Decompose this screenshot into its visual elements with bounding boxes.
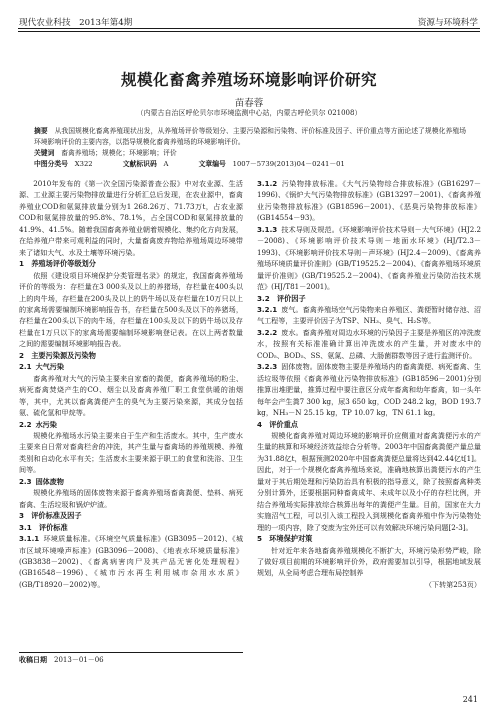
classification-line bbox=[34, 159, 466, 170]
abstract-text: 从我国规模化畜禽养殖现状出发，从养殖场评价等级划分、主要污染源和污染物、评价标准及因子、评价重点等方面论述了规模化养殖场环境影响评价的主要内容，以指导规模化畜禽养殖场的环境影响评价。 bbox=[34, 127, 467, 146]
subsection-3-1-1 bbox=[19, 533, 243, 590]
header-rule-thin bbox=[18, 31, 480, 32]
doc-code-label: 文献标识码 bbox=[122, 160, 157, 168]
left-column bbox=[19, 178, 243, 590]
intro-paragraph: 2010年发布的《第一次全国污染源普查公报》中对农业源、生活源、工业源主要污染物排放量进行分析汇总后发现，在农业源中，畜禽养殖业COD和氨氮排放量分别为1 268.26万、71.73万t，占农业源COD和氨氮排放量的95.8%、78.1%，占全国COD和氨氮排放量的41.9%、41.5%。随着我国畜禽养殖业朝着规模化、集约化方向发展，在给养殖户带来可观利益的同时，大量畜禽废弃物给养殖场周边环境带来了诸如大气、水及土壤等环境污染。 bbox=[19, 179, 243, 257]
received-label: 收稿日期 bbox=[19, 656, 47, 664]
subsection-title: 技术导则及规范。 bbox=[281, 224, 339, 234]
section-1-text: 依照《建设项目环境保护分类管理名录》的规定，我国畜禽养殖场评价的等级为：存栏量在3 000头及以上的养猪场，存栏量在400头以上的肉牛场，存栏量在200头及以上的奶牛场以及存栏量在10万只以上的家禽场需要编制环境影响报告书，存栏量在500头及以下的养猪场，存栏量在200头以下的肉牛场，存栏量在100头及以下的奶牛场以及存栏量在1万只以下的家禽场需要编制环境影响登记表。在以上两者数量之间的需要编制环境影响报告表。 bbox=[19, 270, 243, 349]
subsection-title: 污染物排放标准。 bbox=[281, 179, 343, 188]
article-title: 规模化畜禽养殖场环境影响评价研究 bbox=[120, 70, 377, 89]
subsection-title: 固体废物。 bbox=[281, 362, 317, 372]
clc-value: X322 bbox=[74, 160, 93, 168]
doc-code-value: A bbox=[163, 160, 169, 168]
section-1-heading: 1 养殖场评价等级划分 bbox=[19, 259, 96, 269]
subsection-3-2-heading: 3.2 评价因子 bbox=[257, 293, 306, 303]
subsection-2-2-text: 规模化养殖场水污染主要来自于生产和生活废水。其中，生产废水主要来自日常对畜禽栏舍的冲洗，其产生量与畜禽场的养殖规模、养殖类别和自动化水平有关；生活废水主要来源于职工的食堂和洗浴、卫生间等。 bbox=[19, 430, 243, 475]
journal-header: 现代农业科技 2013年第4期 bbox=[19, 18, 133, 28]
article-no-label: 文章编号 bbox=[198, 160, 226, 168]
section-4-heading: 4 评价重点 bbox=[257, 419, 298, 429]
subsection-number: 3.2.3 bbox=[257, 362, 278, 372]
subsection-2-1-text: 畜禽养殖对大气的污染主要来自家畜的粪便，畜禽养殖场的粉尘、病死畜禽焚烧产生的CO、烟尘以及畜禽养殖厂职工食堂供暖的油烟等，其中，尤其以畜禽粪便产生的臭气为主要污染来源，其成分包括氨、硫化氢和甲烷等。 bbox=[19, 373, 243, 418]
right-column bbox=[257, 178, 481, 590]
subsection-number: 3.2.2 bbox=[257, 327, 278, 337]
section-3-heading: 3 评价标准及因子 bbox=[19, 511, 82, 521]
subsection-title: 水污染 bbox=[35, 419, 57, 429]
keywords-label: 关键词 bbox=[34, 149, 55, 157]
subsection-number: 3.1.3 bbox=[257, 224, 278, 234]
subsection-number: 2.3 bbox=[19, 476, 32, 486]
header-rule bbox=[18, 28, 480, 29]
received-date bbox=[19, 655, 104, 665]
affiliation: （内蒙古自治区呼伦贝尔市环境监测中心站，内蒙古呼伦贝尔 021008） bbox=[136, 109, 362, 117]
subsection-number: 2.2 bbox=[19, 419, 32, 429]
subsection-text: 《环境空气质量标准》(GB3095－2012)、《城市区域环境噪声标准》(GB3096－2008)、《地表水环境质量标准》(GB3838－2002)、《畜禽病害肉尸及其产品无害化处理规程》(GB16548－1996)、《城市污水再生利用城市杂用水水质》(GB/T18920－2002)等。 bbox=[19, 534, 244, 589]
section-5-text: 针对近年来各地畜禽养殖规模化不断扩大，环境污染形势严峻，除了做好项目前期的环境影响评价外，政府需要加以引导，根据地域发展规划，从全局考虑合理布局控制养 bbox=[257, 545, 481, 578]
subsection-title: 废水。 bbox=[281, 327, 303, 337]
subsection-2-3-text: 规模化养殖场的固体废物来源于畜禽养殖场畜禽粪便、垫料、病死畜禽、生活垃圾和锅炉炉渣。 bbox=[19, 488, 243, 509]
subsection-3-1-3 bbox=[257, 224, 481, 293]
abstract bbox=[34, 126, 466, 148]
subsection-title: 大气污染 bbox=[35, 362, 64, 372]
subsection-number: 3.1.1 bbox=[19, 534, 40, 544]
footnote-rule bbox=[19, 652, 243, 653]
author: 苗春蓉 bbox=[234, 98, 264, 109]
subsection-3-1-heading: 3.1 评价标准 bbox=[19, 522, 68, 532]
subsection-3-2-2 bbox=[257, 327, 481, 361]
clc-label: 中图分类号 bbox=[34, 160, 68, 168]
section-header: 资源与环境科学 bbox=[417, 18, 478, 28]
abstract-label: 摘要 bbox=[34, 127, 48, 135]
subsection-2-2 bbox=[19, 419, 243, 430]
keywords bbox=[34, 148, 466, 159]
subsection-2-3 bbox=[19, 476, 243, 487]
subsection-2-1 bbox=[19, 361, 243, 372]
subsection-title: 环境质量标准。 bbox=[43, 534, 95, 544]
subsection-3-2-3 bbox=[257, 361, 481, 418]
continued-note: （下转第253页） bbox=[424, 579, 481, 589]
subsection-number: 2.1 bbox=[19, 362, 32, 372]
subsection-title: 固体废物 bbox=[35, 476, 64, 486]
section-4-text: 规模化畜禽养殖对周边环境的影响评价应侧重对畜禽粪便污水的产生量的核算和环境经济效益综合分析等。2003年中国畜禽粪便产量总量为31.88亿t，根据预测2020年中国畜禽粪便总量将达到42.44亿t[1]。因此，对于一个规模化畜禽养殖场来说，准确地核算出粪便污水的产生量对于其后期处理和污染防治具有积极的指导意义，除了按照畜禽种类分别计算外，还要根据同种畜禽成年、未成年以及小仔的存栏比例，并结合养殖场实际排放综合核算出每年的粪便产生量。目前，国家在大力实施沼气工程，可以引入该工程投入到规模化畜禽养殖中作为污染物处理的一项内容，除了变废为宝外还可以有效解决环境污染问题[2-3]。 bbox=[257, 430, 481, 532]
section-5-heading: 5 环境保护对策 bbox=[257, 534, 313, 544]
subsection-text: 固体废物主要是养殖场内的畜禽粪便、病死畜禽、生活垃圾等依照《畜禽养殖业污染物排放标准》(GB18596－2001)分别推算出堆肥量，推算过程中要注意区分成年畜禽和幼年畜禽，如一头年每年会产生粪7 300 kg，尿3 650 kg，COD 248.2 kg，BOD 193.7 kg，NH₃－N 25.15 kg，TP 10.07 kg，TN 61.1 kg。 bbox=[257, 362, 482, 418]
subsection-text: 畜禽养殖场空气污染物来自养殖区、粪便暂时储存池、沼气工程等，主要评价因子为TSP、NH₃、臭气、H₂S等。 bbox=[257, 304, 482, 326]
article-no-value: 1007－5739(2013)04－0241－01 bbox=[232, 160, 345, 168]
subsection-3-1-2 bbox=[257, 178, 481, 224]
subsection-3-2-1 bbox=[257, 304, 481, 327]
subsection-number: 3.2.1 bbox=[257, 304, 278, 314]
keywords-text: 畜禽养殖场；规模化；环境影响；评价 bbox=[61, 149, 177, 157]
subsection-text: 《环境影响评价技术导则－大气环境》(HJ2.2－2008)、《环境影响评价技术导则－地面水环境》(HJ/T2.3－1993)、《环境影响评价技术导则－声环境》(HJ2.4－2009)、《畜禽养殖场环境质量评价准则》(GB/T19525.2－2004)、《畜禽养殖场环境质量评价准则》(GB/T19525.2－2004)、《畜禽养殖业污染防治技术规范》(HJ/T81－2001)。 bbox=[257, 224, 482, 292]
subsection-text: 《大气污染物综合排放标准》(GB16297－1996)、《锅炉大气污染物排放标准》(GB13297－2001)、《畜禽养殖业污染物排放标准》(GB18596－2001)、《恶臭污染物排放标准》(GB14554－93)。 bbox=[257, 179, 481, 223]
page-number: 241 bbox=[462, 695, 478, 704]
subsection-title: 废气。 bbox=[281, 304, 303, 314]
subsection-text: 畜禽养殖对周边水环境的污染因子主要是养殖区的冲洗废水，按照有关标准准确计算出冲洗废水的产生量，并对废水中的COD₅、BOD₅、SS、氨氮、总磷、大肠菌群数等因子进行监测评价。 bbox=[257, 327, 482, 360]
subsection-number: 3.1.2 bbox=[257, 179, 278, 188]
received-value: 2013－01－06 bbox=[54, 656, 104, 664]
section-2-heading: 2 主要污染源及污染物 bbox=[19, 350, 96, 360]
